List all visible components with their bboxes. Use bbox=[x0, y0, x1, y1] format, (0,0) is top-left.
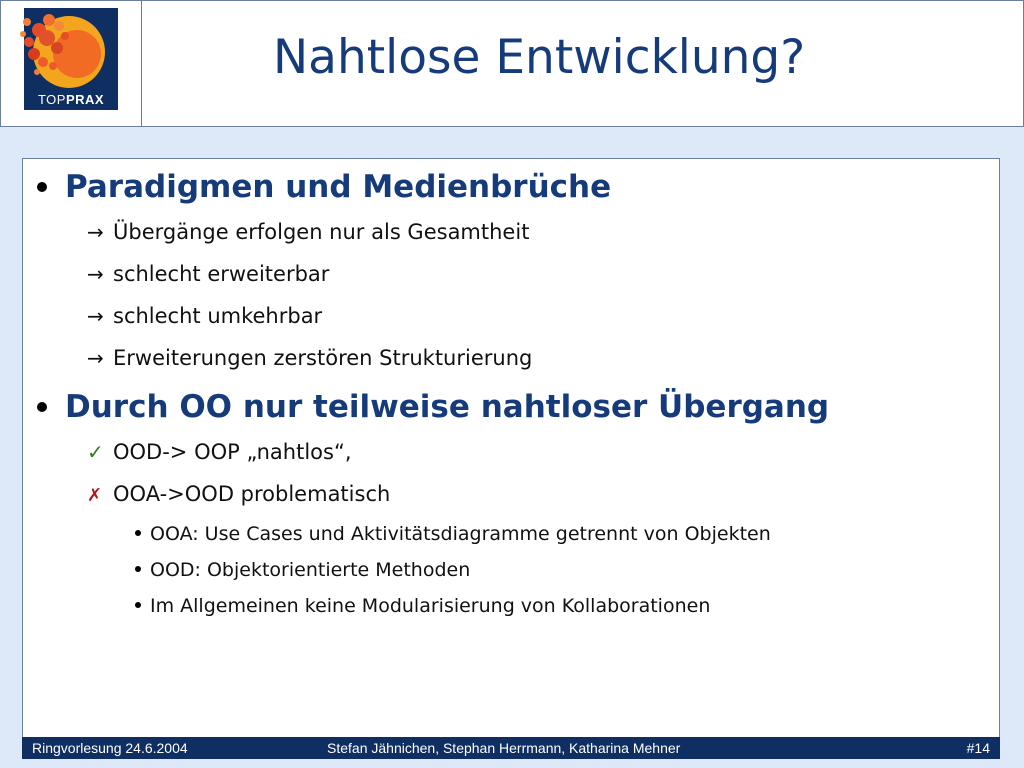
right-arrow-icon: → bbox=[87, 220, 104, 244]
right-arrow-icon: → bbox=[87, 304, 104, 328]
footer-slide-number: #14 bbox=[966, 740, 990, 756]
subsubitem-text: OOA: Use Cases und Aktivitätsdiagramme getrennt von Objekten bbox=[150, 523, 771, 545]
subitem-ooa-ood bbox=[87, 482, 390, 506]
small-bullet-dot-icon bbox=[135, 602, 141, 608]
logo-text bbox=[24, 90, 118, 110]
subitem-text: OOA->OOD problematisch bbox=[113, 482, 391, 506]
subsubitem-text: OOD: Objektorientierte Methoden bbox=[150, 559, 471, 581]
bullet-text: Durch OO nur teilweise nahtloser Übergang bbox=[65, 389, 830, 425]
logo-box bbox=[1, 1, 142, 126]
cross-icon: ✗ bbox=[87, 485, 103, 506]
bullet-dot-icon bbox=[37, 402, 47, 412]
subitem-text: OOD-> OOP „nahtlos“, bbox=[113, 440, 352, 464]
slide-header bbox=[0, 0, 1024, 127]
slide-content bbox=[22, 158, 1000, 738]
subitem-strukturierung bbox=[87, 346, 532, 370]
subitem-text: Erweiterungen zerstören Strukturierung bbox=[113, 346, 533, 370]
subitem-uebergaenge bbox=[87, 220, 529, 244]
subitem-text: schlecht umkehrbar bbox=[113, 304, 323, 328]
logo-text-prefix: TOP bbox=[37, 92, 66, 107]
small-bullet-dot-icon bbox=[135, 566, 141, 572]
right-arrow-icon: → bbox=[87, 262, 104, 286]
footer-event: Ringvorlesung 24.6.2004 bbox=[32, 740, 188, 756]
logo-text-bold: PRAX bbox=[65, 92, 105, 107]
right-arrow-icon: → bbox=[87, 346, 104, 370]
slide-title: Nahtlose Entwicklung? bbox=[273, 30, 806, 85]
bullet-durch-oo bbox=[37, 389, 829, 425]
bullet-dot-icon bbox=[37, 182, 47, 192]
checkmark-icon: ✓ bbox=[87, 440, 104, 464]
slide-footer bbox=[22, 737, 1000, 759]
subitem-text: Übergänge erfolgen nur als Gesamtheit bbox=[113, 220, 530, 244]
subsubitem-modularisierung bbox=[135, 595, 710, 617]
topprax-logo bbox=[17, 8, 121, 115]
subsubitem-text: Im Allgemeinen keine Modularisierung von Kollaborationen bbox=[150, 595, 711, 617]
bullet-text: Paradigmen und Medienbrüche bbox=[65, 169, 612, 205]
small-bullet-dot-icon bbox=[135, 530, 141, 536]
subsubitem-ood-methoden bbox=[135, 559, 470, 581]
bullet-paradigmen bbox=[37, 169, 611, 205]
subitem-ood-oop bbox=[87, 440, 352, 464]
subitem-text: schlecht erweiterbar bbox=[113, 262, 330, 286]
subsubitem-ooa-use-cases bbox=[135, 523, 771, 545]
subitem-erweiterbar bbox=[87, 262, 329, 286]
subitem-umkehrbar bbox=[87, 304, 322, 328]
footer-authors: Stefan Jähnichen, Stephan Herrmann, Katharina Mehner bbox=[327, 740, 681, 756]
